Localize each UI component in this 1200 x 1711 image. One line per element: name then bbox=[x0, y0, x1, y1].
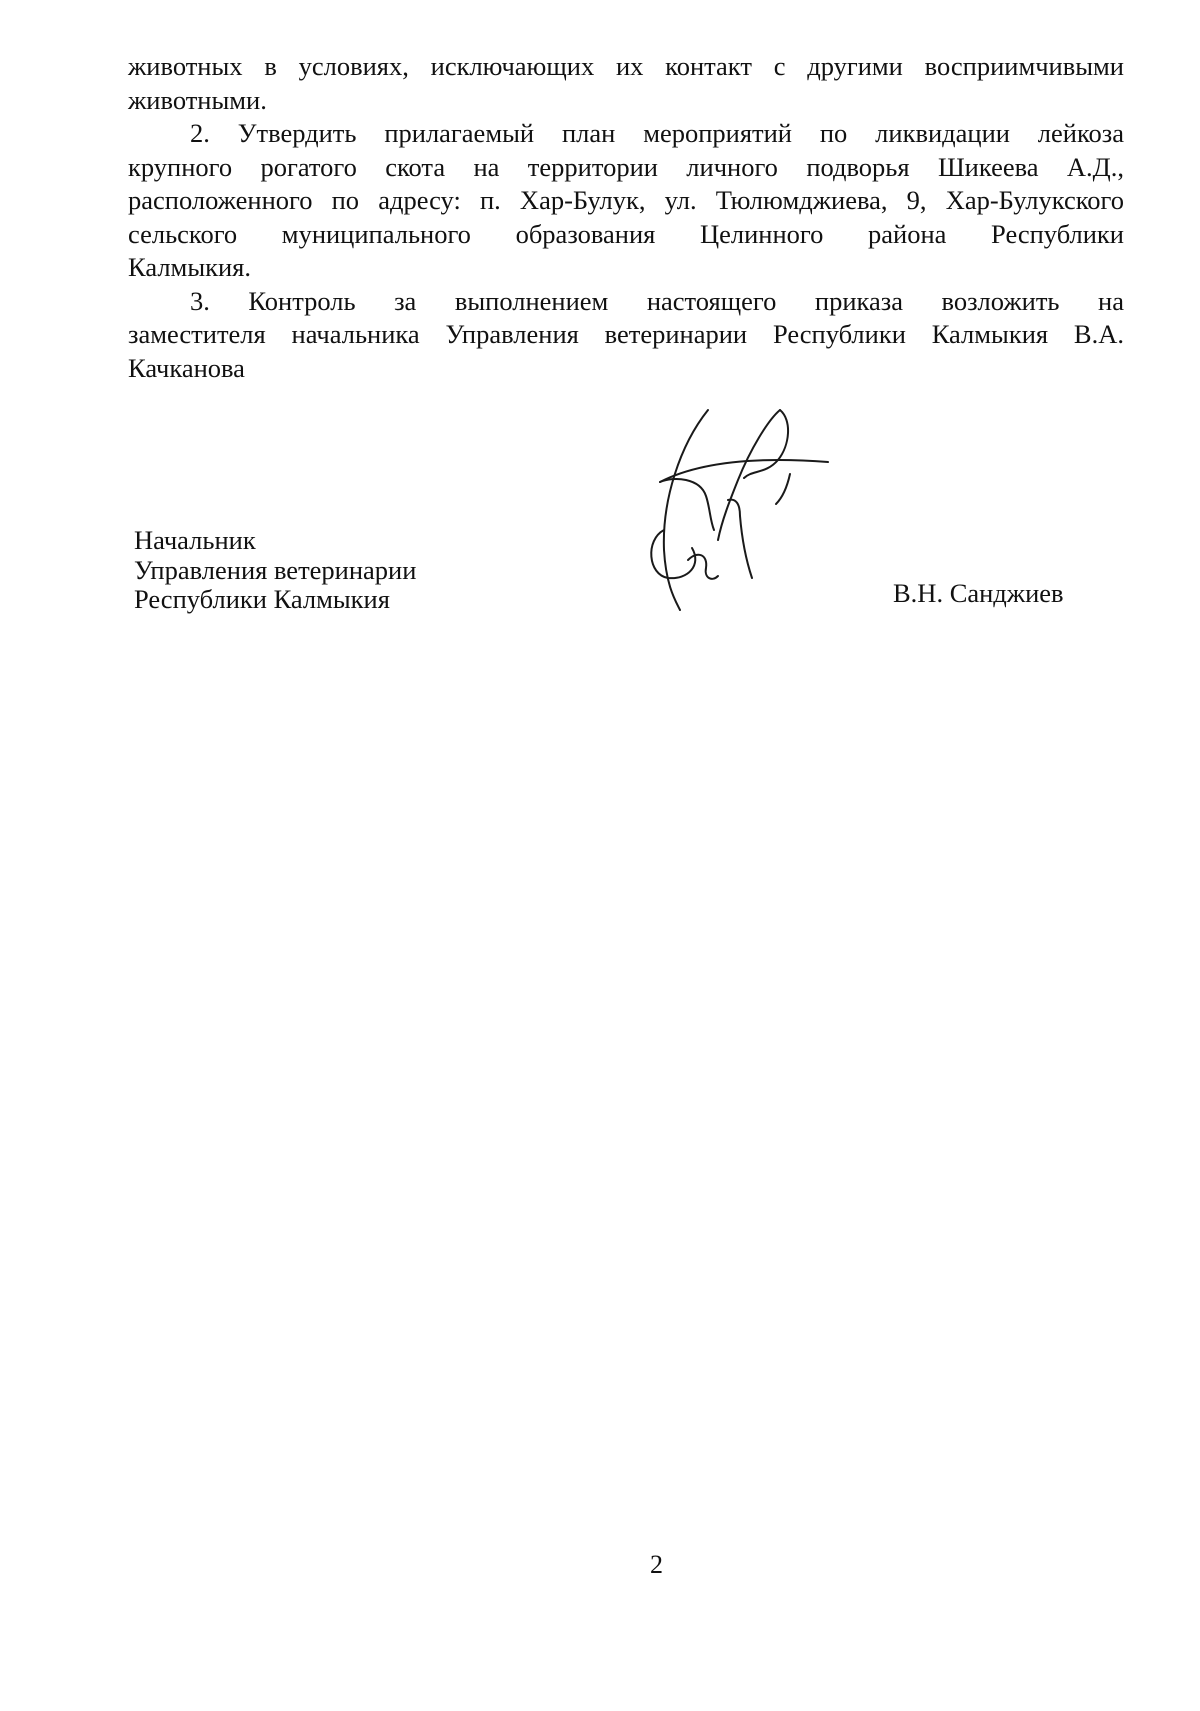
signatory-position-line: Начальник bbox=[134, 525, 256, 555]
text-line: животных в условиях, исключающих их контакт с другими восприимчивыми bbox=[128, 51, 1124, 81]
text-line: сельского муниципального образования Целинного района Республики bbox=[128, 218, 1124, 249]
signature-stroke bbox=[728, 500, 752, 578]
signature-stroke bbox=[651, 530, 695, 578]
page-number: 2 bbox=[650, 1550, 663, 1579]
signature-stroke bbox=[776, 474, 790, 504]
text-line: 2. Утвердить прилагаемый план мероприятий по ликвидации лейкоза bbox=[190, 118, 1124, 148]
paragraph-3 bbox=[128, 285, 1124, 386]
text-line: крупного рогатого скота на территории личного подворья Шикеева А.Д., bbox=[128, 151, 1124, 182]
signatory-position-line: Республики Калмыкия bbox=[134, 584, 390, 614]
text-line: Калмыкия. bbox=[128, 252, 251, 282]
signatory-name: В.Н. Санджиев bbox=[893, 578, 1064, 608]
paragraph-continuation bbox=[128, 50, 1124, 117]
paragraph-2 bbox=[128, 117, 1124, 285]
signature-stroke bbox=[664, 410, 708, 610]
signature-title-block bbox=[134, 526, 416, 615]
text-line: расположенного по адресу: п. Хар-Булук, ул. Тюлюмджиева, 9, Хар-Булукского bbox=[128, 185, 1124, 215]
document-body bbox=[128, 50, 1124, 385]
text-line: Качканова bbox=[128, 352, 245, 383]
text-line: 3. Контроль за выполнением настоящего приказа возложить на bbox=[190, 285, 1124, 316]
signatory-position-line: Управления ветеринарии bbox=[134, 554, 417, 585]
handwritten-signature bbox=[640, 400, 860, 630]
text-line: заместителя начальника Управления ветеринарии Республики Калмыкия В.А. bbox=[128, 319, 1124, 349]
signature-stroke bbox=[744, 410, 788, 478]
text-line: животными. bbox=[128, 84, 267, 115]
